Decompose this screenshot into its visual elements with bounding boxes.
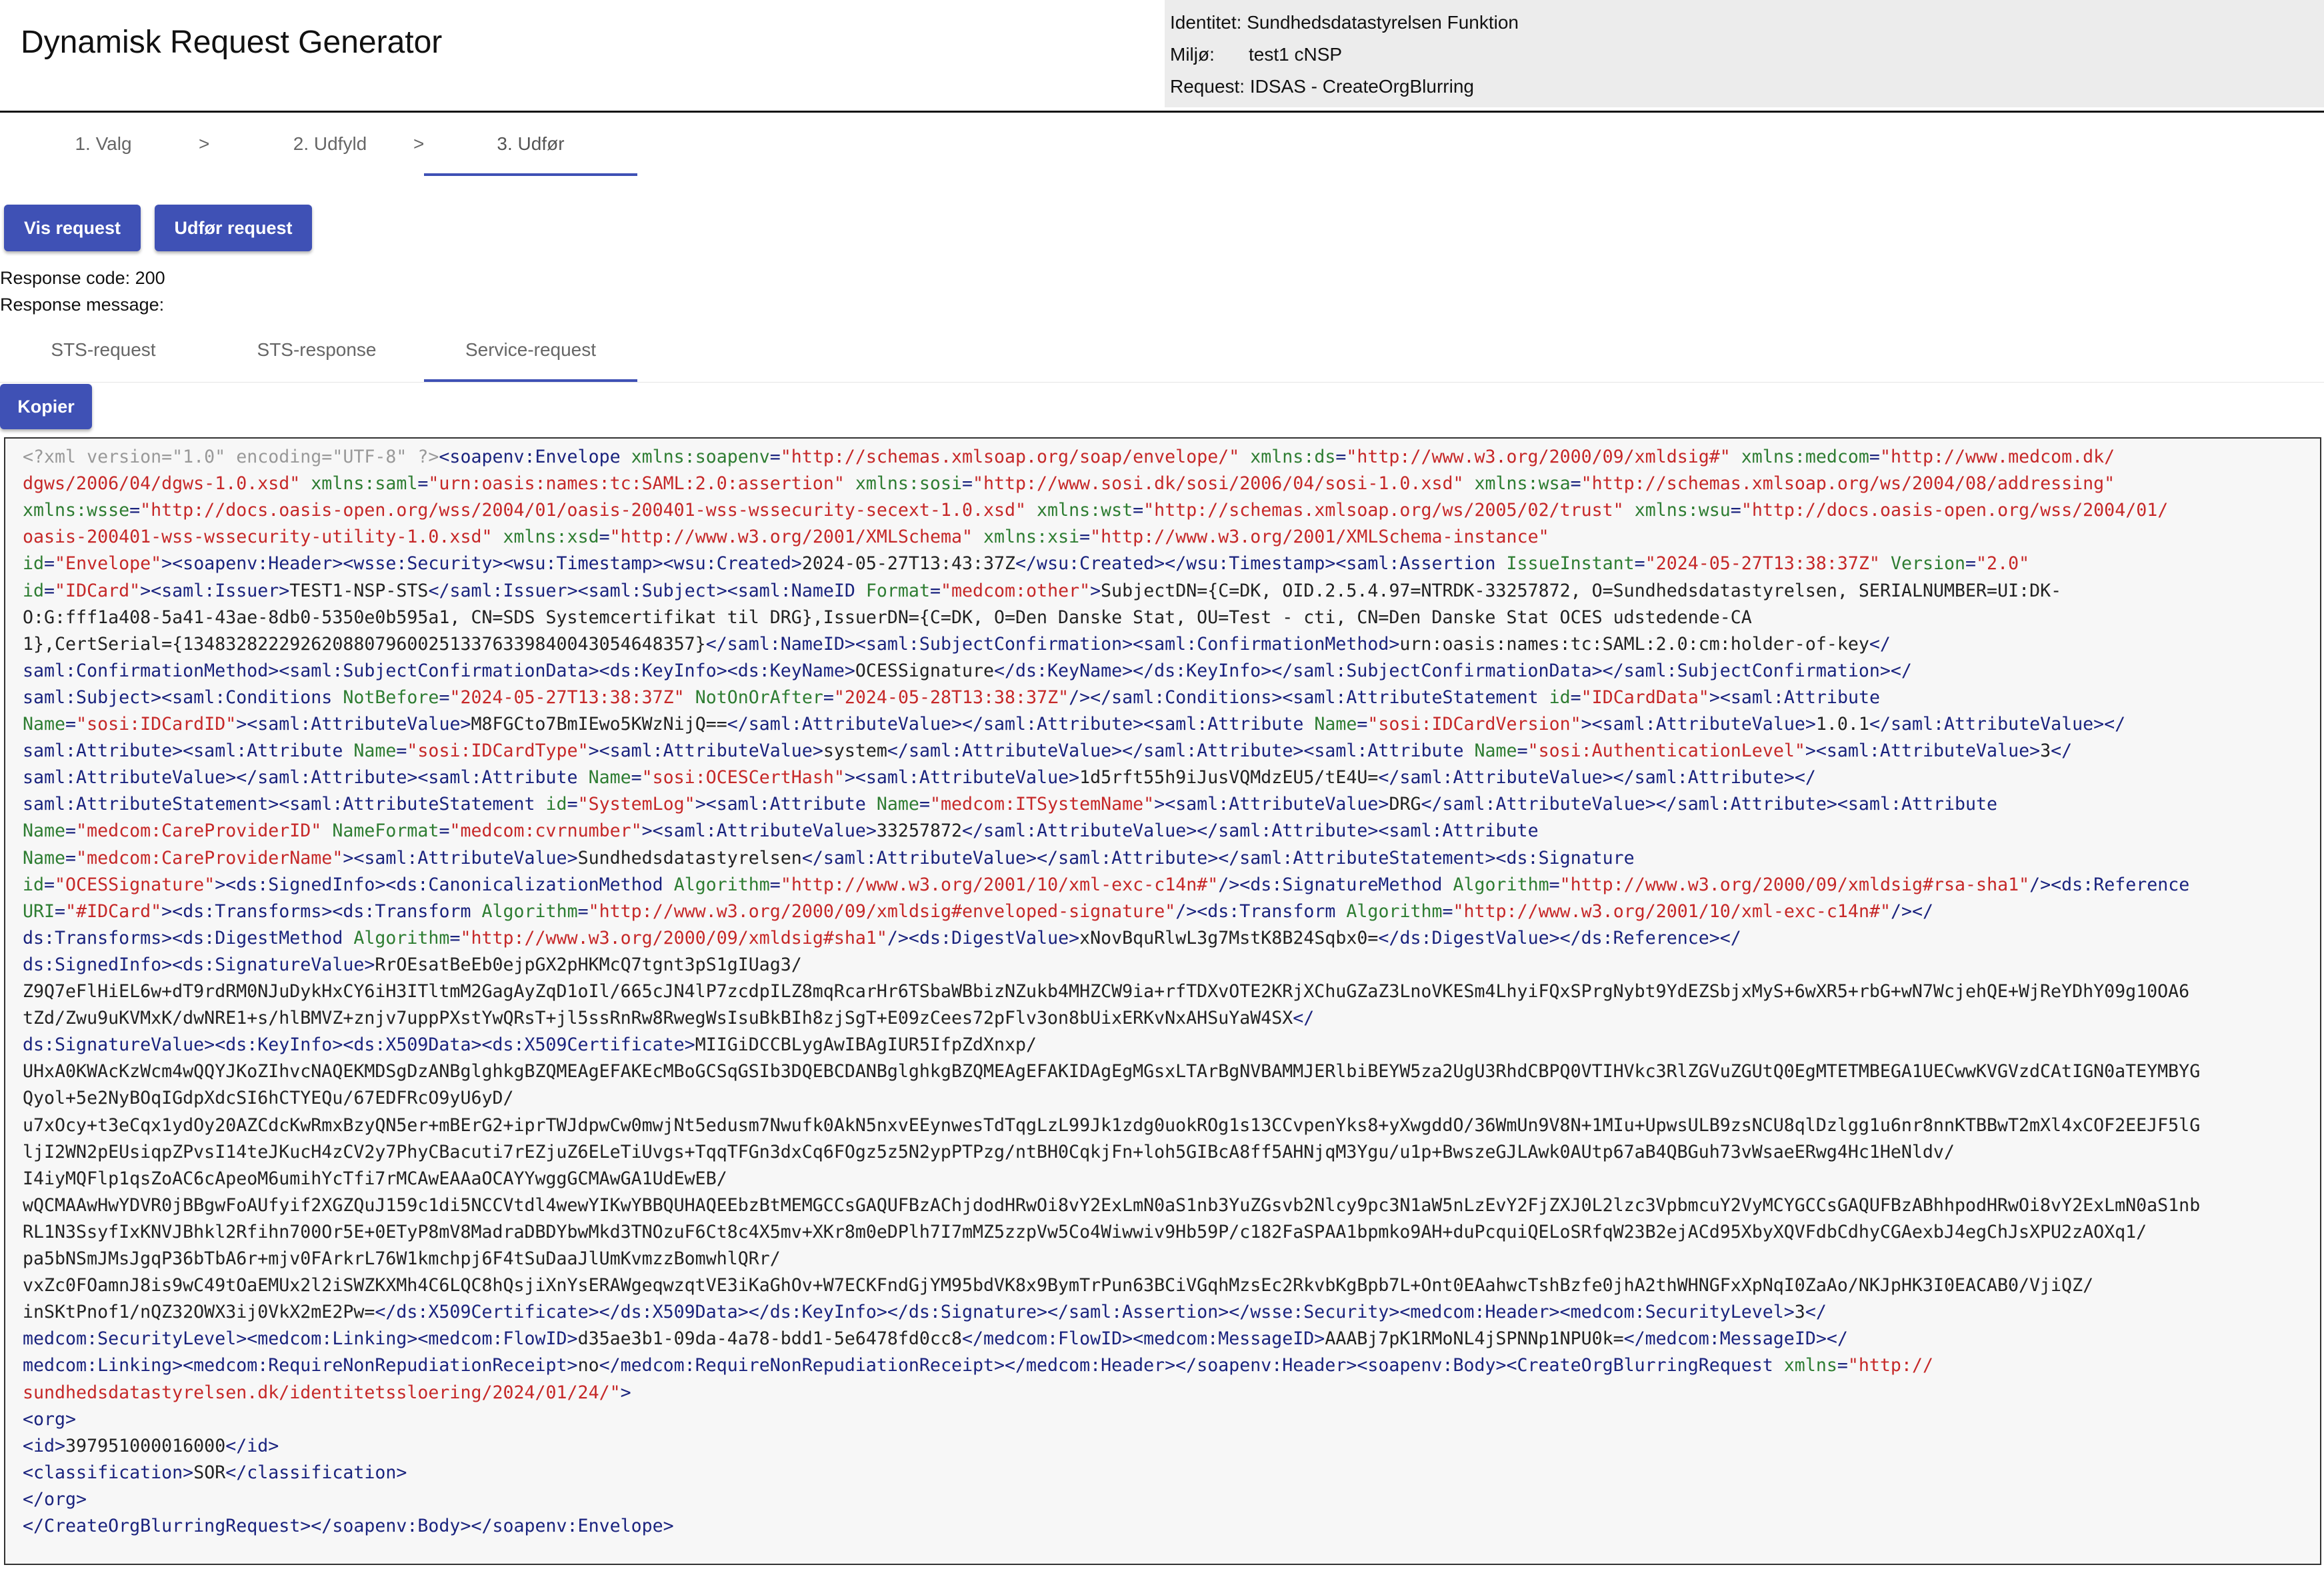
xml-token: tZd/Zwu9uKVMxK/dwNRE1+s/hlBMVZ+znjv7uppPXstYwQRsT+jl5ssRnRw8RwegWsIsuBkBIh8zjSgT+E09zCees72pFlv3on8bUixERKvNxAHSuYaW4SX [23, 1008, 1293, 1029]
xml-token: d35ae3b1-09da-4a78-bdd1-5e6478fd0cc8 [577, 1328, 962, 1350]
xml-token: "sosi:IDCardID" [76, 714, 237, 735]
xml-token: = [1442, 900, 1453, 922]
xml-token: id [23, 580, 45, 601]
xml-token: SOR [193, 1462, 226, 1483]
xml-line [23, 1248, 781, 1269]
xml-token: saml:AttributeValue></saml:Attribute><saml:Attribute [23, 767, 589, 788]
xml-line [23, 1034, 1037, 1055]
xml-token: vxZc0FOamnJ8is9wC49tOaEMUx2l2iSWZKXMh4C6LQC8hQsjiXnYsERAWgeqwzqtVE3iKaGhOv+W7ECKFndGjYM95bdVK8x9BymTrPun63BCiVGqhMzsEc2RkvbKgBpb7L+Ont0EAahwcTshBzfe0jhA2thWHNGFxXpNqI0ZaAo/NKJpHK3I0EACAB0/VjiQZ/ [23, 1275, 2094, 1296]
xml-token: </saml:AttributeValue></saml:Attribute></saml:AttributeStatement><ds:Signature [801, 847, 1635, 868]
xml-token: </ [1293, 1008, 1315, 1029]
xml-token: UHxA0KWAcKzWcm4wQQYJKoZIhvcNAQEKMDSgDzANBglghkgBZQMEAgEFAKEcMBoGCSqGSIb3DQEBCDANBglghkgBZQMEAgEFAKIDAgEgMGsxLTArBgNVBAMMJERlbiBEYW5za2UgU3RhdCBPQ0VTIHVkc3RlZGVuZGUtQ0EgMTETMBEGA1UECwwKVGVzdCAtIGN0aTEYMBYG [23, 1061, 2201, 1082]
xml-token [1731, 447, 1741, 467]
xml-token: "2024-05-27T13:38:37Z" [1645, 553, 1880, 575]
xml-line [23, 794, 1997, 814]
xml-token: = [1517, 741, 1528, 762]
xml-token: <soapenv:Envelope [439, 447, 631, 467]
xml-token [973, 527, 983, 547]
xml-token: "Envelope" [55, 553, 162, 575]
xml-token: "http://www.w3.org/2000/09/xmldsig#sha1" [460, 927, 887, 948]
xml-token: Name [23, 714, 66, 735]
xml-token: ><soapenv:Header><wsse:Security><wsu:Timestamp><wsu:Created> [161, 553, 802, 575]
xml-token: = [1079, 527, 1091, 548]
xml-line [23, 687, 1880, 708]
xml-token: "2024-05-27T13:38:37Z" [449, 687, 685, 708]
xml-token: id [1549, 687, 1571, 708]
xml-token: = [823, 687, 834, 708]
xml-token: = [1335, 447, 1347, 467]
xml-token: xmlns:sosi [855, 473, 962, 495]
xml-token [321, 820, 332, 841]
xml-token: system [823, 741, 887, 762]
tab-sts-response[interactable]: STS-response [257, 339, 377, 360]
xml-token: xmlns:wst [1037, 500, 1133, 521]
xml-token: "sosi:OCESCertHash" [641, 767, 845, 788]
xml-token: "http://www.w3.org/2001/10/xml-exc-c14n#" [780, 874, 1219, 895]
xml-token: Z9Q7eFlHiEL6w+dT9rdRM0NJuDykHxCY6iH3ITltmM2GagAyZqD1oIl/665cJN4lP7zcdpILZ8mqRcarHr6TSbaWBbizNZukb4MHZCW9ia+rfTDXvOTE2KRjXChuGZaZ3LnoVKESm4LhyiFQxSPrgNybt9YdEZSbjxMyS+6wXR5+rbG+wN7WcjehQE+WjReYDhY09g10OA6 [23, 981, 2190, 1002]
xml-token: xmlns:xsi [983, 527, 1080, 548]
vis-request-button[interactable]: Vis request [4, 205, 141, 251]
xml-token: "http://www.w3.org/2001/10/xml-exc-c14n#" [1453, 900, 1891, 922]
xml-token: </ds:X509Certificate></ds:X509Data></ds:KeyInfo></ds:Signature></saml:Assertion></wsse:Security><medcom:Header><medcom:SecurityLevel> [375, 1302, 1795, 1323]
xml-line [23, 1168, 727, 1189]
xml-token: = [1549, 874, 1560, 895]
response-message: Response message: [0, 295, 165, 315]
xml-line [23, 581, 2061, 601]
xml-line [23, 500, 2168, 521]
xml-token: saml:ConfirmationMethod><saml:SubjectConfirmationData><ds:KeyInfo><ds:KeyName> [23, 660, 855, 681]
xml-token: "#IDCard" [65, 900, 162, 922]
xml-line [23, 874, 2189, 895]
xml-token [1463, 473, 1474, 494]
app-title: Dynamisk Request Generator [21, 25, 443, 60]
xml-token: = [1869, 447, 1880, 467]
xml-token: </ds:DigestValue></ds:Reference></ [1378, 927, 1741, 948]
request-row [1170, 76, 1474, 97]
environment-value: test1 cNSP [1249, 44, 1343, 65]
xml-token: NameFormat [332, 820, 439, 842]
identity-value: Sundhedsdatastyrelsen Funktion [1247, 12, 1519, 33]
xml-token: MIIGiDCCBLygAwIBAgIUR5IfpZdXnxp/ [695, 1034, 1037, 1056]
xml-token: "sosi:AuthenticationLevel" [1527, 741, 1805, 762]
xml-token: ><saml:AttributeValue> [1154, 794, 1389, 815]
xml-token: = [44, 874, 55, 895]
xml-token: RrOEsatBeEb0ejpGX2pHKMcQ7tgnt3pS1gIUag3/ [375, 954, 802, 975]
xml-token: Name [23, 847, 66, 868]
xml-token: ><ds:Transforms><ds:Transform [161, 900, 482, 922]
xml-token: = [449, 927, 461, 948]
xml-token: = [769, 874, 781, 895]
xml-token: "http://www.w3.org/2000/09/xmldsig#rsa-sha1" [1559, 874, 2030, 895]
xml-token: xmlns:soapenv [631, 447, 770, 467]
xml-token: Version [1890, 553, 1966, 575]
xml-token: = [919, 794, 930, 815]
xml-token: = [1357, 714, 1368, 735]
xml-token: "http://www.medcom.dk/ [1879, 447, 2115, 467]
xml-token: "medcom:other" [940, 580, 1091, 601]
xml-token: ><saml:AttributeValue> [343, 847, 578, 868]
xml-token: ><saml:AttributeValue> [1805, 741, 2041, 762]
xml-token: SubjectDN={C=DK, OID.2.5.4.97=NTRDK-33257872, O=Sundhedsdatastyrelsen, SERIALNUMBER=UI:DK- [1101, 580, 2062, 601]
xml-code-viewer[interactable] [4, 437, 2321, 1565]
xml-token: </medcom:MessageID></ [1623, 1328, 1848, 1350]
xml-token: /><ds:DigestValue> [887, 927, 1080, 948]
xml-token: "urn:oasis:names:tc:SAML:2.0:assertion" [428, 473, 845, 495]
xml-token: </saml:AttributeValue></saml:Attribute><saml:Attribute [962, 820, 1539, 842]
identity-label: Identitet: [1170, 12, 1242, 33]
xml-token: RL1N3SsyfIxKNVJBhkl2Rfihn700Or5E+0ETyP8mV8MadraDBDYbwMkd3TNOzuF6Ct8c4X5mv+XKr8m0eDPlh7I7mMZ5zzpVw5Co4Wiwwiv9Hb59P/c182FaSPAA1bpmko9AH+duPcquiQELoSRfqW23B2ejACd95XbyXQVFdbCdhyCGAexbJ4egChJsXPU2zAOXq1/ [23, 1221, 2147, 1242]
step-separator: > [199, 133, 210, 154]
xml-token: xmlns:wsu [1634, 500, 1731, 521]
xml-token: ><saml:Issuer> [140, 580, 290, 601]
xml-token [1624, 500, 1635, 521]
xml-line [23, 1061, 2200, 1082]
xml-token: xNovBquRlwL3g7MstK8B24Sqbx0= [1079, 927, 1379, 948]
xml-token: id [545, 794, 567, 815]
xml-line [23, 1355, 1933, 1376]
xml-line [23, 661, 1912, 681]
xml-token: "http://www.w3.org/2001/XMLSchema-instance" [1090, 527, 1549, 548]
xml-token: I4iyMQFlp1qsZoAC6cApeoM6umihYcTfi7rMCAwEAAaOCAYYwggGCMAwGA1UdEwEB/ [23, 1168, 727, 1189]
xml-token: "OCESSignature" [55, 874, 215, 895]
xml-token: = [961, 473, 973, 495]
xml-token: Algorithm [1346, 900, 1443, 922]
xml-token: </wsu:Created></wsu:Timestamp><saml:Assertion [1015, 553, 1507, 575]
xml-line [23, 954, 802, 975]
xml-token: </saml:AttributeValue></saml:Attribute><saml:Attribute [887, 741, 1475, 762]
xml-token: xmlns:wsa [1474, 473, 1571, 495]
xml-token: <org> [23, 1408, 77, 1430]
xml-token [685, 687, 695, 708]
xml-line [23, 1275, 2093, 1296]
xml-token: = [1570, 687, 1581, 708]
xml-line [23, 527, 1549, 547]
xml-token: sundhedsdatastyrelsen.dk/identitetssloering/2024/01/24/" [23, 1382, 621, 1403]
xml-token: M8FGCto7BmIEwo5KWzNijQ== [471, 714, 727, 735]
xml-token: 1},CertSerial={134832822292620880796002513376339840043054648357} [23, 633, 706, 655]
xml-token: 33257872 [876, 820, 962, 842]
xml-token: ds:SignedInfo><ds:SignatureValue> [23, 954, 375, 975]
xml-token: </org> [23, 1488, 87, 1510]
xml-line [23, 928, 1741, 948]
xml-token: "IDCardData" [1581, 687, 1709, 708]
xml-token: /></saml:Conditions><saml:AttributeStatement [1069, 687, 1549, 708]
xml-token [845, 473, 855, 494]
xml-token: ><ds:SignedInfo><ds:CanonicalizationMethod [215, 874, 674, 895]
step-udfor[interactable]: 3. Udfør [424, 120, 637, 176]
xml-line [23, 1088, 514, 1108]
xml-token: </classification> [225, 1462, 407, 1483]
xml-token: = [439, 687, 450, 708]
xml-token: medcom:SecurityLevel><medcom:Linking><medcom:FlowID> [23, 1328, 578, 1350]
xml-token: ds:SignatureValue><ds:KeyInfo><ds:X509Data><ds:X509Certificate> [23, 1034, 695, 1056]
xml-token: saml:AttributeStatement><saml:AttributeStatement [23, 794, 546, 815]
xml-token: "http://schemas.xmlsoap.org/ws/2005/02/trust" [1143, 500, 1624, 521]
xml-token: /><ds:SignatureMethod [1218, 874, 1453, 895]
xml-token: ><saml:AttributeValue> [1581, 714, 1816, 735]
xml-token: "http://schemas.xmlsoap.org/soap/envelope/" [780, 447, 1240, 467]
xml-token: 1d5rft55h9iJusVQMdzEU5/tE4U= [1079, 767, 1379, 788]
xml-token: xmlns:wsse [23, 500, 130, 521]
xml-token: TEST1-NSP-STS [289, 580, 429, 601]
xml-token: URI [23, 900, 55, 922]
xml-token: O:G:fff1a408-5a41-43ae-8db0-5350e0b595a1, CN=SDS Systemcertifikat til DRG},IssuerDN={C=DK, O=Den Danske Stat, OU=Test - cti, CN=Den Danske Stat OCES udstedende-CA [23, 607, 1752, 628]
xml-token: Name [876, 794, 919, 815]
xml-token: = [769, 447, 781, 467]
xml-token: = [1730, 500, 1741, 521]
xml-token: NotBefore [343, 687, 439, 708]
xml-token: <?xml version="1.0" encoding="UTF-8" ?> [23, 447, 439, 467]
app-header [0, 0, 2324, 113]
xml-token: </medcom:RequireNonRepudiationReceipt></medcom:Header></soapenv:Header><soapenv:Body><CreateOrgBlurringRequest [599, 1355, 1784, 1376]
xml-line [23, 848, 1635, 868]
environment-label: Miljø: [1170, 44, 1215, 65]
xml-token: 1.0.1 [1815, 714, 1869, 735]
xml-token: xmlns [1783, 1355, 1837, 1376]
xml-token [1026, 500, 1037, 521]
xml-token: /><ds:Reference [2029, 874, 2190, 895]
xml-token: <classification> [23, 1462, 194, 1483]
xml-token: xmlns:ds [1250, 447, 1336, 467]
xml-token: = [1837, 1355, 1848, 1376]
xml-token: = [1570, 473, 1581, 495]
xml-token: "http://www.w3.org/2001/XMLSchema" [609, 527, 973, 548]
xml-token: Sundhedsdatastyrelsen [577, 847, 802, 868]
xml-token: DRG [1389, 794, 1421, 815]
xml-token: 2024-05-27T13:43:37Z [801, 553, 1016, 575]
xml-token: = [65, 847, 77, 868]
xml-token: wQCMAAwHwYDVR0jBBgwFoAUfyif2XGZQuJ159c1di5NCCVtdl4wewYIKwYBBQUHAQEEbzBtMEMGCCsGAQUFBzAChjdodHRwOi8vY2ExLmN0aS1nb3YuZGsvb2Nlcy9pc3N1aW5nLzEvY2FjZXJ0L2lzc3VpbmcuY2VyMCYGCCsGAQUFBzABhhpodHRwOi8vY2ExLmN0aS1nb [23, 1194, 2201, 1216]
xml-token [1880, 553, 1891, 574]
step-udfyld[interactable]: 2. Udfyld [293, 133, 367, 154]
xml-token: ><saml:AttributeValue> [588, 741, 823, 762]
xml-token: inSKtPnof1/nQZ32OWX3ij0VkX2mE2Pw= [23, 1302, 375, 1323]
xml-token: Format [865, 580, 930, 601]
xml-line [23, 1222, 2147, 1242]
xml-token: = [1133, 500, 1144, 521]
xml-token: </ [1869, 633, 1891, 655]
xml-token: oasis-200401-wss-wssecurity-utility-1.0.xsd" [23, 527, 493, 548]
xml-token: = [631, 767, 642, 788]
xml-token: "sosi:IDCardType" [407, 741, 589, 762]
xml-token: xmlns:medcom [1741, 447, 1869, 467]
xml-token: </ds:KeyName></ds:KeyInfo></saml:SubjectConfirmationData></saml:SubjectConfirmation></ [993, 660, 1912, 681]
xml-token: Algorithm [353, 927, 450, 948]
xml-token: = [129, 500, 141, 521]
xml-token: > [620, 1382, 631, 1403]
tab-service-request[interactable]: Service-request [424, 329, 637, 382]
xml-token: </ [1805, 1302, 1827, 1323]
xml-line [23, 607, 1752, 628]
xml-token: ><saml:AttributeValue> [236, 714, 471, 735]
xml-token: xmlns:saml [311, 473, 418, 495]
xml-token: = [599, 527, 610, 548]
xml-token: Name [1314, 714, 1357, 735]
xml-token: = [929, 580, 941, 601]
xml-token [300, 473, 311, 494]
context-info-panel [1165, 0, 2324, 107]
xml-token: "IDCard" [55, 580, 141, 601]
xml-token: Algorithm [673, 874, 770, 895]
xml-token: = [417, 473, 429, 495]
xml-token: OCESSignature [855, 660, 994, 681]
xml-token: </medcom:FlowID><medcom:MessageID> [961, 1328, 1325, 1350]
xml-token: "medcom:CareProviderID" [76, 820, 322, 842]
xml-token: Qyol+5e2NyBOqIGdpXdcSI6hCTYEQu/67EDFRcO9yU6yD/ [23, 1088, 514, 1109]
xml-token: ><saml:Attribute [695, 794, 877, 815]
xml-line [23, 1008, 1314, 1028]
xml-token: "http://docs.oasis-open.org/wss/2004/01/ [1741, 500, 2169, 521]
xml-token: </ [2051, 741, 2073, 762]
xml-token: "http://schemas.xmlsoap.org/ws/2004/08/addressing" [1581, 473, 2115, 495]
xml-token: 3 [1794, 1302, 1805, 1323]
kopier-button[interactable]: Kopier [0, 384, 92, 429]
xml-token: <id> [23, 1435, 66, 1456]
udfor-request-button[interactable]: Udfør request [155, 205, 312, 251]
xml-token: "http://www.w3.org/2000/09/xmldsig#enveloped-signature" [588, 900, 1176, 922]
xml-token: </saml:AttributeValue></saml:Attribute><saml:Attribute [727, 714, 1315, 735]
xml-token: id [23, 553, 45, 575]
xml-token: = [44, 580, 55, 601]
xml-token: Algorithm [1453, 874, 1549, 895]
xml-line [23, 1516, 674, 1536]
xml-token: = [65, 714, 77, 735]
xml-token: 3 [2040, 741, 2051, 762]
xml-token: "SystemLog" [577, 794, 695, 815]
xml-token: = [577, 900, 589, 922]
xml-token: urn:oasis:names:tc:SAML:2.0:cm:holder-of-key [1399, 633, 1869, 655]
response-code: Response code: 200 [0, 268, 165, 288]
xml-line [23, 714, 2125, 735]
xml-token: = [567, 794, 578, 815]
identity-row [1170, 12, 1519, 33]
xml-token: id [23, 874, 45, 895]
xml-token: ><saml:AttributeValue> [641, 820, 877, 842]
xml-token: Name [23, 820, 66, 842]
step-valg[interactable]: 1. Valg [75, 133, 132, 154]
request-value: IDSAS - CreateOrgBlurring [1249, 76, 1474, 97]
xml-token: /><ds:Transform [1175, 900, 1347, 922]
xml-token: = [55, 900, 66, 922]
xml-token: > [1090, 580, 1101, 601]
xml-line [23, 1115, 2200, 1136]
xml-token: ><saml:Attribute [1709, 687, 1880, 708]
xml-token: </saml:AttributeValue></ [1869, 714, 2126, 735]
xml-token: = [396, 741, 407, 762]
xml-line [23, 1436, 279, 1456]
xml-token: no [577, 1355, 599, 1376]
xml-token: Name [1474, 741, 1517, 762]
xml-token [1239, 447, 1250, 467]
xml-token: "http://docs.oasis-open.org/wss/2004/01/oasis-200401-wss-wssecurity-secext-1.0.xsd" [140, 500, 1027, 521]
xml-line [23, 553, 2029, 574]
step-separator: > [413, 133, 425, 154]
xml-token: Name [353, 741, 397, 762]
xml-line [23, 473, 2115, 494]
xml-token: </saml:AttributeValue></saml:Attribute></ [1378, 767, 1816, 788]
step-navigation [0, 120, 2324, 176]
xml-line [23, 1195, 2200, 1216]
xml-line [23, 1302, 1827, 1322]
xml-line [23, 1328, 1848, 1349]
xml-token [492, 527, 503, 547]
xml-token: IssueInstant [1506, 553, 1635, 575]
xml-token: saml:Subject><saml:Conditions [23, 687, 343, 708]
xml-line [23, 1382, 631, 1403]
request-label: Request: [1170, 76, 1245, 97]
xml-line [23, 634, 1891, 655]
xml-token: pa5bNSmJMsJgqP36bTbA6r+mjv0FArkrL76W1kmchpj6F4tSuDaaJlUmKvmzzBomwhlQRr/ [23, 1248, 781, 1269]
xml-token: = [65, 820, 77, 842]
xml-token: AAABj7pK1RMoNL4jSPNNp1NPU0k= [1325, 1328, 1624, 1350]
tab-sts-request[interactable]: STS-request [51, 339, 156, 360]
xml-token: u7xOcy+t3eCqx1ydOy20AZCdcKwRmxBzyQN5er+mBErG2+iprTWJdpwCw0mwjNt5edusm7Nwufk0AkN5nxvEEynwesTdTqgLzL99Jk1zdg0uokROg1s13CCvpenYks8+yXwgddO/36WmUn9V8N+1MIu+UpwsULB9zsNCU8qlDzlgg1u6nr8nnKTBBwT2mXl4xCOF2EEJF5lG [23, 1114, 2201, 1136]
xml-line [23, 820, 1539, 841]
xml-line [23, 767, 1816, 788]
xml-token: "2.0" [1976, 553, 2030, 575]
xml-token: </saml:Issuer><saml:Subject><saml:NameID [428, 580, 866, 601]
xml-token: = [1965, 553, 1977, 575]
xml-token: dgws/2006/04/dgws-1.0.xsd" [23, 473, 301, 495]
xml-token: "medcom:cvrnumber" [449, 820, 642, 842]
xml-token: </saml:AttributeValue></saml:Attribute><saml:Attribute [1421, 794, 1998, 815]
xml-token: NotOnOrAfter [695, 687, 823, 708]
xml-token: "http:// [1847, 1355, 1933, 1376]
xml-token: "http://www.w3.org/2000/09/xmldsig#" [1346, 447, 1731, 467]
xml-token: ds:Transforms><ds:DigestMethod [23, 927, 354, 948]
xml-token: "2024-05-28T13:38:37Z" [833, 687, 1069, 708]
xml-token: medcom:Linking><medcom:RequireNonRepudiationReceipt> [23, 1355, 578, 1376]
xml-line [23, 1409, 76, 1430]
xml-token: </saml:NameID><saml:SubjectConfirmation><saml:ConfirmationMethod> [705, 633, 1400, 655]
xml-token: </id> [225, 1435, 279, 1456]
xml-line [23, 447, 2115, 467]
xml-line [23, 981, 2189, 1002]
xml-line [23, 1462, 407, 1483]
xml-line [23, 1142, 1955, 1162]
xml-token: xmlns:xsd [503, 527, 599, 548]
response-tabs [0, 329, 2324, 383]
xml-token: = [1634, 553, 1645, 575]
xml-token: "http://www.sosi.dk/sosi/2006/04/sosi-1.0.xsd" [972, 473, 1464, 495]
xml-token: "sosi:IDCardVersion" [1367, 714, 1581, 735]
xml-token: </CreateOrgBlurringRequest></soapenv:Body></soapenv:Envelope> [23, 1516, 674, 1536]
xml-line [23, 1489, 87, 1510]
xml-token: ><saml:AttributeValue> [844, 767, 1080, 788]
xml-token: = [439, 820, 450, 842]
xml-token: /></ [1890, 900, 1934, 922]
xml-token: Name [588, 767, 631, 788]
xml-line [23, 901, 1933, 922]
xml-token: = [44, 553, 55, 575]
xml-token: Algorithm [481, 900, 578, 922]
environment-row [1170, 44, 1342, 65]
xml-line [23, 741, 2072, 761]
xml-token: saml:Attribute><saml:Attribute [23, 741, 354, 762]
xml-token: "medcom:ITSystemName" [929, 794, 1155, 815]
xml-token: 397951000016000 [65, 1435, 226, 1456]
xml-token: ljI2WN2pEUsiqpZPvsI14teJKucH4zCV2y7PhyCBacuti7rEZjuZ6ELeTiUvgs+TqqTFGn3dxCq6FOgz5z5N2ypPTPzg/ntBH0CqkjFn+loh5GIBcA8ff5AHNjqM3Ygu/u1p+BwszeGJLAwk0AUtp67aB4QBGuh73vWsaeERwg4Hc1HeNldv/ [23, 1141, 1955, 1162]
xml-token: "medcom:CareProviderName" [76, 847, 343, 868]
